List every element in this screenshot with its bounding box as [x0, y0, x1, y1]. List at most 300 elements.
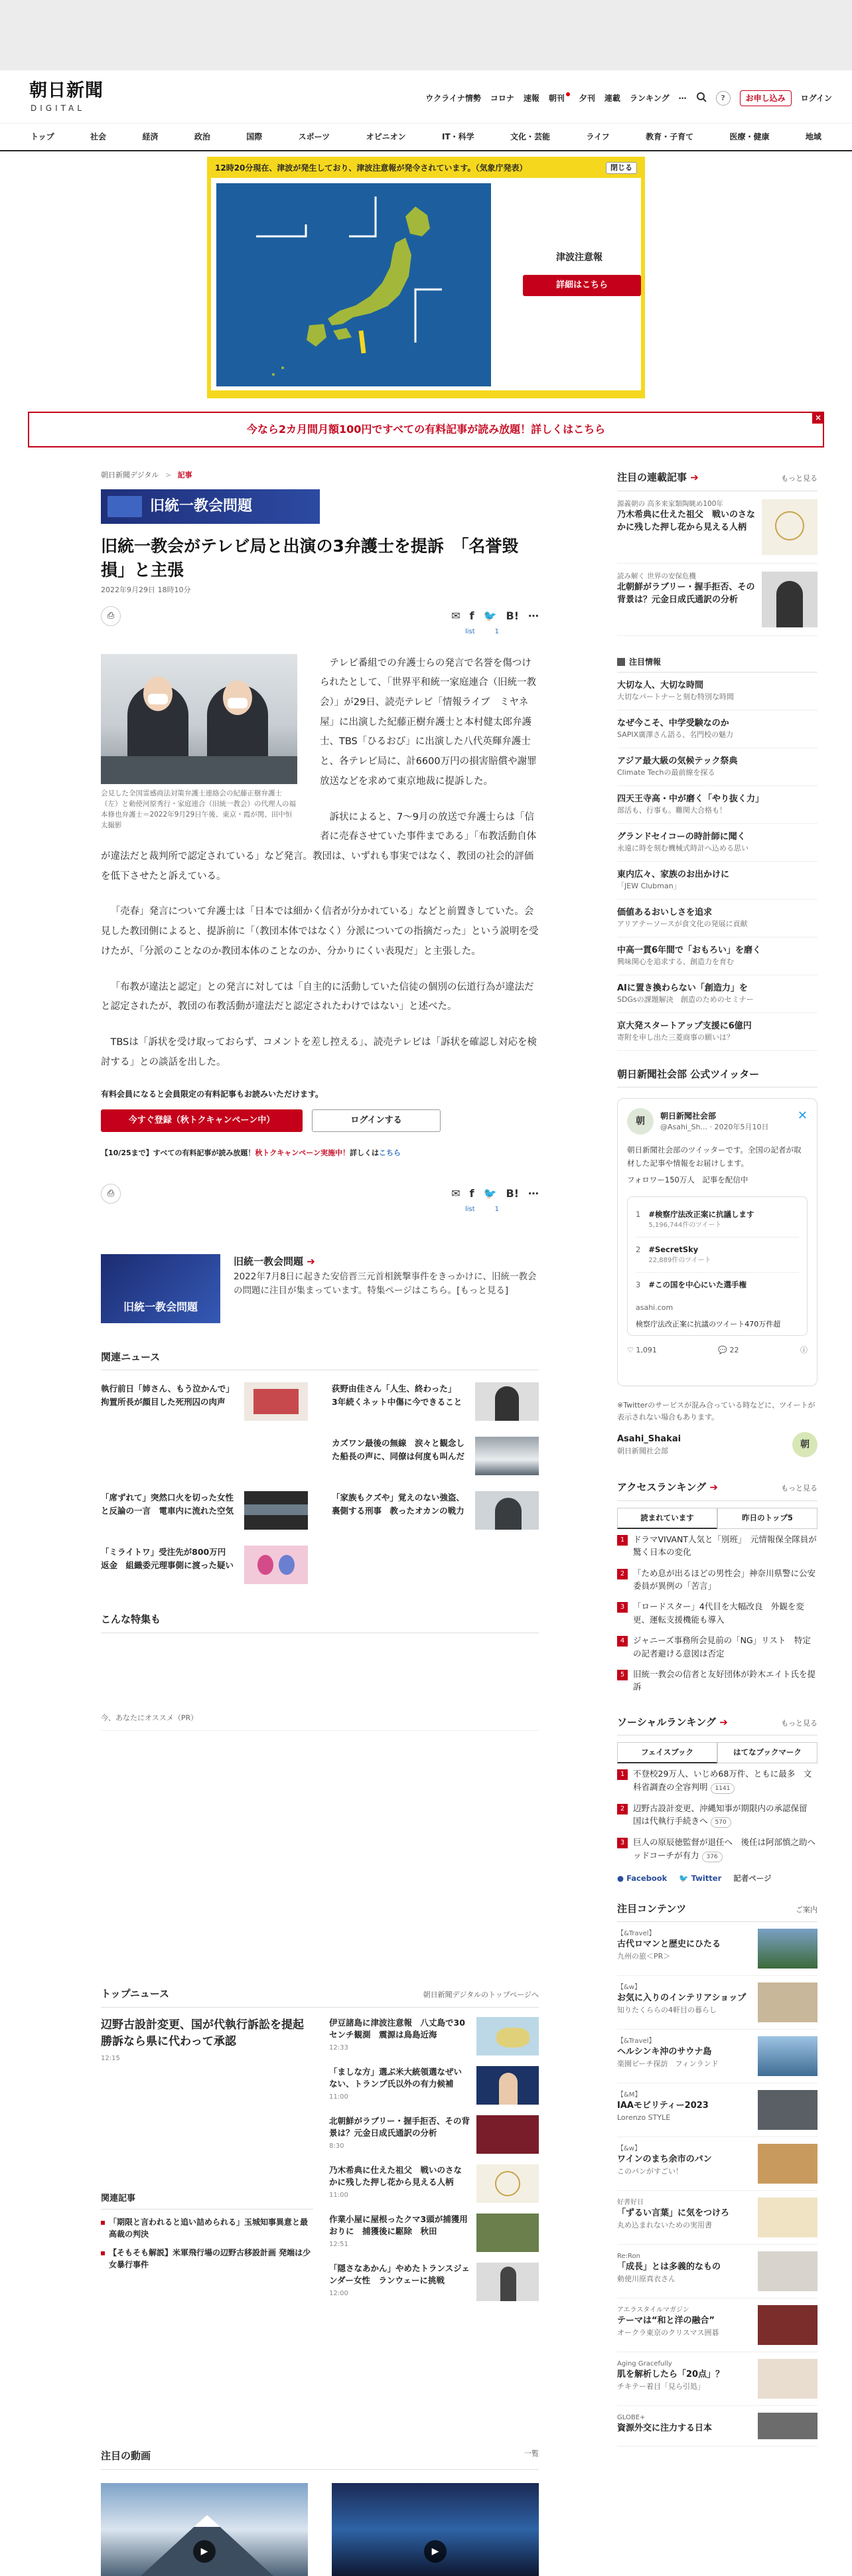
content-sub: 丸め込まれないための実用書	[617, 2220, 712, 2229]
reporter-page-link[interactable]: 記者ページ	[733, 1873, 772, 1883]
content-item[interactable]	[617, 2030, 817, 2083]
login-button[interactable]: ログインする	[312, 1109, 441, 1132]
watch-item[interactable]	[617, 673, 817, 710]
cat-it-science[interactable]: IT・科学	[441, 132, 474, 141]
content-text	[617, 2251, 721, 2291]
twitter-icon[interactable]: 🐦	[483, 609, 497, 622]
paywall-note	[101, 1148, 539, 1159]
related-news-item[interactable]	[332, 1491, 539, 1531]
share-count-bottom: 1	[494, 1205, 499, 1213]
related-news-title: 「ミライトワ」受注先が800万円返金 組織委元理事側に渡った疑い	[101, 1547, 234, 1570]
content-heading: 注目コンテンツ	[617, 1902, 687, 1915]
subscribe-button[interactable]: お申し込み	[740, 90, 792, 106]
content-title: ヘルシンキ沖のサウナ島	[617, 2047, 712, 2057]
facebook-link[interactable]	[617, 1873, 667, 1884]
top-news-item[interactable]	[329, 2214, 539, 2263]
trend-count: 22,889件のツイート	[648, 1257, 711, 1265]
social-item-text	[633, 1836, 817, 1862]
hatena-bookmark-icon[interactable]: B!	[506, 609, 519, 622]
cat-opinion[interactable]: オピニオン	[366, 132, 406, 141]
social-item[interactable]	[617, 1832, 817, 1866]
trend-title: #この国を中心にいた選手権	[648, 1280, 746, 1290]
watch-desc: 「JEW Clubman」	[617, 882, 681, 890]
related-news-thumb	[244, 1491, 308, 1530]
top-news-more-link[interactable]: 朝日新聞デジタルのトップページへ	[423, 1990, 539, 1999]
watch-item[interactable]	[617, 975, 817, 1013]
article-paragraph-2: 訴状によると、7〜9月の放送で弁護士らは「信者に売春させていた事件まである」「布教活動自体が違法だと裁判所で認定されている」など発言。教団は、いずれも事実ではなく、教団の社会的評価を低下させたと訴えている。	[101, 811, 537, 882]
content-item[interactable]	[617, 1976, 817, 2030]
nav-morning-label: 朝刊	[548, 94, 565, 103]
article-body	[101, 654, 539, 1073]
twitter-heading: 朝日新聞社会部 公式ツイッター	[617, 1068, 760, 1080]
watch-desc: アリアテーソースが食文化の発展に貢献	[617, 920, 748, 928]
content-sub: このパンがすごい！	[617, 2166, 683, 2176]
cat-top[interactable]: トップ	[31, 132, 54, 141]
series-thumb	[762, 572, 817, 627]
related-news-item[interactable]	[101, 1546, 308, 1585]
share-bar-top	[101, 605, 539, 627]
top-news-time: 12:00	[329, 2290, 348, 2297]
watch-desc: SAPIX廣澤さん語る、名門校の魅力	[617, 730, 734, 739]
video-item[interactable]	[332, 2483, 539, 2576]
top-news-body	[101, 2017, 539, 2312]
top-news-item[interactable]	[329, 2066, 539, 2115]
print-icon-bottom[interactable]: ⎙	[101, 1184, 121, 1204]
top-news-item-text	[329, 2214, 470, 2252]
social-ranking	[617, 1715, 817, 1884]
content-sub: チキテー着目「見ら引処」	[617, 2381, 705, 2391]
register-button[interactable]: 今すぐ登録（秋トクキャンペーン中）	[101, 1109, 303, 1132]
twitter-link-label: Twitter	[691, 1873, 722, 1883]
cat-economy[interactable]: 経済	[142, 132, 159, 141]
tweet-author	[660, 1110, 768, 1133]
related-news-thumb	[244, 1382, 308, 1421]
content-sub: Lorenzo STYLE	[617, 2113, 671, 2122]
content-item[interactable]	[617, 2245, 817, 2298]
series-item[interactable]	[617, 564, 817, 636]
nav-evening[interactable]: 夕刊	[579, 94, 595, 103]
feature-title	[234, 1254, 539, 1269]
content-label: 好書好日	[617, 2199, 644, 2207]
mail-icon-bottom[interactable]: ✉	[451, 1186, 461, 1200]
content-thumb	[758, 2305, 817, 2345]
series-sub: 読み解く 世界の安保危機	[617, 572, 696, 580]
content-label: Re:Ron	[617, 2253, 640, 2261]
share-list-label-bottom[interactable]: list	[464, 1205, 475, 1213]
content-item[interactable]	[617, 1922, 817, 1976]
twitter-account[interactable]	[617, 1432, 817, 1457]
x-logo-icon[interactable]: ✕	[797, 1109, 808, 1123]
watch-item[interactable]	[617, 786, 817, 824]
related-article-link[interactable]: 「期限と言われると追い詰められる」玉城知事異意と最高裁の判決	[101, 2216, 313, 2240]
content-item[interactable]	[617, 2137, 817, 2191]
breadcrumb-sep: >	[165, 471, 172, 479]
feature-description: 2022年7月8日に起きた安倍晋三元首相銃撃事件をきっかけに、旧統一教会の問題に注目が集まっています。特集ページはこちら。[もっと見る]	[234, 1271, 537, 1297]
japan-map[interactable]	[216, 183, 491, 386]
top-news-thumb	[476, 2017, 539, 2055]
series-header	[617, 470, 817, 491]
info-icon[interactable]: ⓘ	[800, 1346, 808, 1355]
twitter-icon-bottom[interactable]: 🐦	[483, 1186, 497, 1200]
content-item[interactable]	[617, 2298, 817, 2352]
photo-caption: 会見した全国霊感商法対策弁護士連絡会の紀藤正樹弁護士（左）と勅使河原秀行・家庭連合（旧統一教会）の代理人の福本修也弁護士＝2022年9月29日午後、東京・霞が関、田中恒太撮影	[101, 789, 296, 830]
cat-life[interactable]: ライフ	[586, 132, 610, 141]
series-heading	[617, 470, 699, 485]
related-news-item[interactable]	[332, 1437, 539, 1477]
tweet-text-2: フォロワー150万人 記事を配信中	[627, 1175, 748, 1185]
tsunami-alert-text: 12時20分現在、津波が発生しており、津波注意報が発令されています。（気象庁発表）	[215, 163, 528, 173]
content-text	[617, 2413, 712, 2439]
top-news-thumb	[476, 2263, 539, 2301]
watch-item[interactable]	[617, 748, 817, 786]
content-label: 【&Travel】	[617, 1930, 656, 1938]
series-item[interactable]	[617, 491, 817, 564]
top-news-item[interactable]	[329, 2263, 539, 2312]
breadcrumb-current: 記事	[177, 471, 192, 479]
top-news-left	[101, 2017, 313, 2312]
play-icon[interactable]: ▶	[424, 2540, 447, 2563]
arrow-right-icon: ➔	[709, 1481, 718, 1494]
content-title: テーマは“和と洋の融合”	[617, 2316, 715, 2326]
breadcrumb-home[interactable]: 朝日新聞デジタル	[101, 471, 159, 479]
series-text	[617, 572, 755, 627]
article-paragraph-3: 「売春」発言について弁護士は「日本では細かく信者が分かれている」などと前置きしていた。会見した教団側によると、提訴前に「（教団本体ではなく）分派についての指摘だった」という説明を受けたが、「分派のことなのか教団本体のことなのか、分かりにくい表現だ」と主張した。	[101, 906, 539, 957]
related-news-thumb	[475, 1382, 539, 1421]
share-counts	[101, 627, 499, 637]
social-title: 巨人の原辰徳監督が退任へ 後任は阿部慎之助ヘッドコーチが有力	[633, 1837, 816, 1860]
related-news-heading: 関連ニュース	[101, 1350, 539, 1371]
rank-title: 「ため息が出るほどの男性会」神奈川県警に公安委員が異例の「苦言」	[633, 1568, 816, 1591]
tweet-sub: @Asahi_Sh... · 2020年5月10日	[660, 1122, 769, 1131]
hatena-bookmark-icon-bottom[interactable]: B!	[506, 1186, 519, 1200]
tsunami-title: 津波注意報	[556, 252, 603, 263]
tsunami-close-button[interactable]: 閉じる	[606, 162, 637, 175]
content-thumb	[758, 1982, 817, 2022]
heart-icon: ♡	[627, 1346, 634, 1355]
special-heading: こんな特集も	[101, 1612, 539, 1633]
help-icon[interactable]: ?	[716, 91, 731, 106]
top-news-title: 作業小屋に屋根ったクマ3頭が捕獲用おりに 捕獲後に駆除 秋田	[329, 2214, 468, 2237]
content-item[interactable]	[617, 2191, 817, 2245]
top-news-title: 「隠さなあかん」やめたトランスジェンダー女性 ランウェーに挑戦	[329, 2263, 470, 2286]
social-links	[617, 1873, 817, 1884]
press-conference-photo	[101, 654, 297, 784]
related-news-item[interactable]	[332, 1382, 539, 1422]
share-icons-bottom	[451, 1186, 539, 1202]
facebook-icon[interactable]: f	[469, 609, 474, 622]
more-menu[interactable]: ⋯	[678, 94, 687, 103]
videos-more-link[interactable]: 一覧	[524, 2449, 539, 2458]
content-sub: 知りたくららの4軒目の暮らし	[617, 2005, 717, 2014]
content-title: 肌を解析したら「20点」？	[617, 2370, 725, 2380]
article-date: 2022年9月29日 18時10分	[101, 586, 191, 594]
related-articles-heading: 関連記事	[101, 2192, 313, 2210]
tweet-replies[interactable]	[718, 1345, 739, 1356]
content-sub: 九州の旅＜PR＞	[617, 1951, 671, 1961]
trend-item	[636, 1273, 799, 1297]
breadcrumb	[101, 470, 539, 481]
content-thumb	[758, 2251, 817, 2291]
top-news	[101, 1986, 539, 2312]
watch-item[interactable]	[617, 937, 817, 975]
rank-number: 4	[617, 1636, 628, 1647]
watch-title: 大切な人、大切な時間	[617, 680, 704, 690]
related-article-link[interactable]: 【そもそも解説】米軍飛行場の辺野古移設計画 発端は少女暴行事件	[101, 2247, 313, 2271]
cat-society[interactable]: 社会	[90, 132, 107, 141]
nav-ranking[interactable]: ランキング	[629, 94, 670, 103]
top-news-time: 8:30	[329, 2142, 344, 2150]
top-news-thumb	[476, 2164, 539, 2203]
tsunami-details-button[interactable]: 詳細はこちら	[523, 275, 641, 296]
account-sub: 朝日新聞社会部	[617, 1446, 668, 1455]
twitter-embed[interactable]	[617, 1098, 817, 1386]
campaign-banner[interactable]	[28, 412, 824, 447]
trend-text	[648, 1244, 711, 1265]
content-label: 【&M】	[617, 2091, 642, 2099]
series-text	[617, 499, 755, 555]
tweet-stats	[627, 1345, 808, 1356]
ranking-heading	[617, 1480, 718, 1495]
trend-title: #検察庁法改正案に抗議します	[648, 1209, 754, 1219]
play-icon[interactable]: ▶	[193, 2540, 216, 2563]
social-heading-label: ソーシャルランキング	[617, 1716, 716, 1728]
nav-morning[interactable]	[549, 92, 570, 104]
paywall-note-prefix: 【10/25まで】すべての有料記事が読み放題！	[101, 1149, 255, 1158]
browser-top-gap	[0, 0, 852, 70]
content-label: アエラスタイルマガジン	[617, 2306, 689, 2314]
twitter-link[interactable]	[679, 1873, 721, 1884]
series-more-link[interactable]: もっと見る	[781, 474, 817, 483]
nav-ukraine[interactable]: ウクライナ情勢	[425, 94, 481, 103]
content-text	[617, 2198, 729, 2237]
cat-international[interactable]: 国際	[246, 132, 263, 141]
tweet-card[interactable]	[627, 1196, 808, 1336]
top-news-lead[interactable]: 辺野古設計変更、国が代執行訴訟を提起 勝訴なら県に代わって承認	[101, 2018, 315, 2048]
content-title: 古代ロマンと歴史にひたる	[617, 1939, 721, 1950]
rank-number: 2	[617, 1569, 628, 1579]
tsunami-body	[211, 178, 641, 390]
tab-facebook[interactable]: フェイスブック	[617, 1742, 717, 1763]
top-news-item-text	[329, 2066, 470, 2105]
paywall-message: 有料会員になると会員限定の有料記事もお読みいただけます。	[101, 1089, 324, 1099]
ranking-more-link[interactable]: もっと見る	[781, 1484, 817, 1493]
series-heading-label: 注目の連載記事	[617, 471, 687, 483]
social-item[interactable]	[617, 1798, 817, 1832]
related-news-thumb	[475, 1491, 539, 1530]
content-item[interactable]	[617, 2352, 817, 2406]
content-item[interactable]	[617, 2406, 817, 2447]
paywall-note-campaign[interactable]: 秋トクキャンペーン実施中！	[255, 1149, 350, 1158]
content-text	[617, 2359, 724, 2399]
site-logo[interactable]	[29, 80, 104, 114]
related-news-title: カズワン最後の無線 涙々と観念した船長の声に、同僚は何度も叫んだ	[332, 1438, 465, 1461]
content-thumb	[758, 2144, 817, 2184]
top-news-lead-time: 12:15	[101, 2054, 120, 2062]
article-photo[interactable]	[101, 654, 297, 831]
ranking-item[interactable]	[617, 1664, 817, 1698]
content-more-link[interactable]: ご案内	[796, 1905, 817, 1914]
rank-number: 3	[617, 1838, 628, 1848]
watch-title: アジア最大級の気候テック祭典	[617, 756, 738, 766]
top-news-thumb	[476, 2115, 539, 2154]
feature-promo[interactable]	[101, 1254, 539, 1323]
watch-desc: 永遠に時を刻む機械式時計へ込める思い	[617, 844, 748, 852]
ranking-item[interactable]	[617, 1596, 817, 1630]
content-item[interactable]	[617, 2083, 817, 2137]
nav-corona[interactable]: コロナ	[490, 94, 514, 103]
series-sub: 源義朝の 高多来家類陶眺め100年	[617, 499, 723, 508]
campaign-close-icon[interactable]: ×	[812, 412, 824, 424]
watch-item[interactable]	[617, 1013, 817, 1051]
cat-education[interactable]: 教育・子育て	[646, 132, 694, 141]
mail-icon[interactable]: ✉	[451, 609, 461, 622]
top-news-title: 「ましな方」選ぶ米大統領選なぜいない、トランプ氏以外の有力候補	[329, 2066, 462, 2089]
facebook-icon: ●	[617, 1873, 624, 1883]
related-news-title	[101, 1437, 234, 1477]
feature-title-label: 旧統一教会問題	[234, 1255, 304, 1267]
ranking-heading-label: アクセスランキング	[617, 1481, 707, 1494]
search-icon[interactable]	[696, 92, 707, 106]
top-news-item[interactable]	[329, 2115, 539, 2164]
cat-health[interactable]: 医療・健康	[729, 132, 770, 141]
more-share-icon-bottom[interactable]: ⋯	[528, 1186, 539, 1200]
social-heading	[617, 1715, 728, 1730]
share-count: 1	[494, 627, 499, 635]
watch-item[interactable]	[617, 824, 817, 862]
content-sub: オークラ東京のクリスマス囲碁	[617, 2328, 719, 2337]
logo-main: 朝日新聞	[29, 80, 104, 101]
top-news-item-text	[329, 2263, 470, 2301]
tab-yesterday-top5[interactable]: 昨日のトップ5	[717, 1508, 817, 1529]
article-title: 旧統一教会がテレビ局と出演の3弁護士を提訴 「名誉毀損」と主張	[101, 536, 519, 580]
topic-banner[interactable]: 旧統一教会問題	[101, 489, 320, 524]
paywall-buttons	[101, 1109, 539, 1132]
top-news-item[interactable]	[329, 2017, 539, 2066]
series-title: 乃木希典に仕えた祖父 戦いのさなかに残した押し花から見える人柄	[617, 510, 756, 533]
arrow-right-icon: ➔	[307, 1255, 315, 1267]
rank-number: 2	[617, 1804, 628, 1814]
square-icon	[617, 658, 625, 666]
top-news-title: 北朝鮮がラブリー・握手拒否、その背景は？元金日成氏通訳の分析	[329, 2115, 470, 2138]
related-news-item[interactable]	[101, 1491, 308, 1531]
tweet-name: 朝日新聞社会部	[660, 1111, 717, 1121]
tsunami-alert-bar	[211, 161, 641, 175]
watch-desc: 大切なパートナーと刻む特別な時間	[617, 692, 734, 701]
feature-text	[234, 1254, 539, 1323]
campaign-text: 今なら2カ月間月額100円ですべての有料記事が読み放題！詳しくはこちら	[246, 423, 606, 436]
content-text	[617, 2305, 719, 2345]
tweet-handle: @Asahi_Sh...	[660, 1122, 707, 1131]
feature-image: 旧統一教会問題	[101, 1254, 220, 1323]
video-list	[101, 2483, 539, 2576]
social-count: 570	[711, 1817, 731, 1828]
content-thumb	[758, 2036, 817, 2076]
watch-title: 四天王寺高・中が磨く「やり抜く力」	[617, 793, 764, 804]
watch-item[interactable]	[617, 710, 817, 748]
content-thumb	[758, 2090, 817, 2130]
watch-desc: Climate Techの最前線を探る	[617, 768, 715, 777]
login-link[interactable]: ログイン	[800, 94, 832, 103]
social-more-link[interactable]: もっと見る	[781, 1718, 817, 1728]
tab-hatena[interactable]: はてなブックマーク	[717, 1742, 817, 1763]
top-news-related	[101, 2192, 313, 2271]
watch-title: 中高一貫6年間で「おもろい」を磨く	[617, 945, 762, 955]
trend-number: 1	[636, 1209, 641, 1219]
rank-number: 5	[617, 1670, 628, 1680]
top-news-item[interactable]	[329, 2164, 539, 2214]
cat-region[interactable]: 地域	[805, 132, 821, 141]
watch-title: 東内広々、家族のお出かけに	[617, 869, 730, 880]
social-count: 376	[702, 1852, 723, 1862]
top-news-item-text	[329, 2017, 470, 2055]
facebook-link-label: Facebook	[626, 1873, 668, 1883]
cat-sports[interactable]: スポーツ	[298, 132, 330, 141]
content-text	[617, 2090, 709, 2130]
cat-culture[interactable]: 文化・芸能	[510, 132, 551, 141]
ranking-item[interactable]	[617, 1529, 817, 1563]
tab-most-read[interactable]: 読まれています	[617, 1508, 717, 1529]
related-news-title: 「席ずれて」突然口火を切った女性と反論の一言 電車内に流れた空気	[101, 1492, 234, 1516]
trend-title: #SecretSky	[648, 1244, 699, 1254]
twitter-bird-icon: 🐦	[679, 1873, 689, 1883]
content-label: 【&w】	[617, 2145, 641, 2153]
article-main	[101, 470, 539, 1731]
series-thumb	[762, 499, 817, 555]
cat-politics[interactable]: 政治	[194, 132, 210, 141]
print-icon[interactable]: ⎙	[101, 606, 121, 626]
watch-item[interactable]	[617, 862, 817, 900]
nav-breaking[interactable]: 速報	[523, 94, 539, 103]
content-thumb	[758, 2198, 817, 2237]
tweet-text: 朝日新聞社会部のツイッターです。全国の記者が取材した記事や情報をお届けします。	[627, 1145, 802, 1168]
related-news-thumb	[244, 1546, 308, 1584]
ranking-tabs	[617, 1508, 817, 1529]
more-share-icon[interactable]: ⋯	[528, 609, 539, 622]
facebook-icon-bottom[interactable]: f	[469, 1186, 474, 1200]
rank-title: ジャニーズ事務所会見前の「NG」リスト 特定の記者避ける意図は否定	[633, 1635, 811, 1658]
video-item[interactable]	[101, 2483, 308, 2576]
related-news-title: 荻野由佳さん「人生、終わった」 3年続くネット中傷に今できること	[332, 1384, 462, 1407]
nav-series[interactable]: 連載	[604, 94, 620, 103]
twitter-note: ※Twitterのサービスが混み合っている時などに、ツイートが表示されない場合もあります。	[617, 1401, 816, 1421]
account-avatar: 朝	[792, 1432, 817, 1457]
trend-count: 5,196,744件のツイート	[648, 1221, 722, 1229]
top-news-header	[101, 1986, 539, 2008]
ranking-item[interactable]	[617, 1630, 817, 1664]
arrow-right-icon: ➔	[690, 471, 699, 483]
social-title: 不登校29万人、いじめ68万件、ともに最多 文科省調査の全容判明	[633, 1769, 812, 1792]
header-nav	[425, 90, 832, 106]
watch-item[interactable]	[617, 900, 817, 937]
related-news-grid	[101, 1382, 539, 1585]
tweet-likes[interactable]	[627, 1345, 657, 1356]
related-news-item[interactable]	[101, 1382, 308, 1422]
content-label: 【&w】	[617, 1984, 641, 1992]
paywall-note-link[interactable]: こちら	[378, 1149, 401, 1158]
top-news-thumb	[476, 2214, 539, 2252]
related-news-title: 「家族もクズや」覚えのない強盗、裏側する刑事 教ったオカンの戦力	[332, 1492, 464, 1516]
share-bar-bottom	[101, 1183, 539, 1204]
videos-header	[101, 2449, 539, 2470]
reply-icon: 💬	[718, 1346, 728, 1355]
share-list-label[interactable]: list	[464, 627, 475, 635]
top-news-time: 12:33	[329, 2044, 348, 2052]
social-item[interactable]	[617, 1763, 817, 1797]
share-icons	[451, 608, 539, 624]
ranking-item[interactable]	[617, 1563, 817, 1597]
tweet-header	[627, 1108, 808, 1135]
content-title: 資源外交に注力する日本	[617, 2423, 713, 2434]
